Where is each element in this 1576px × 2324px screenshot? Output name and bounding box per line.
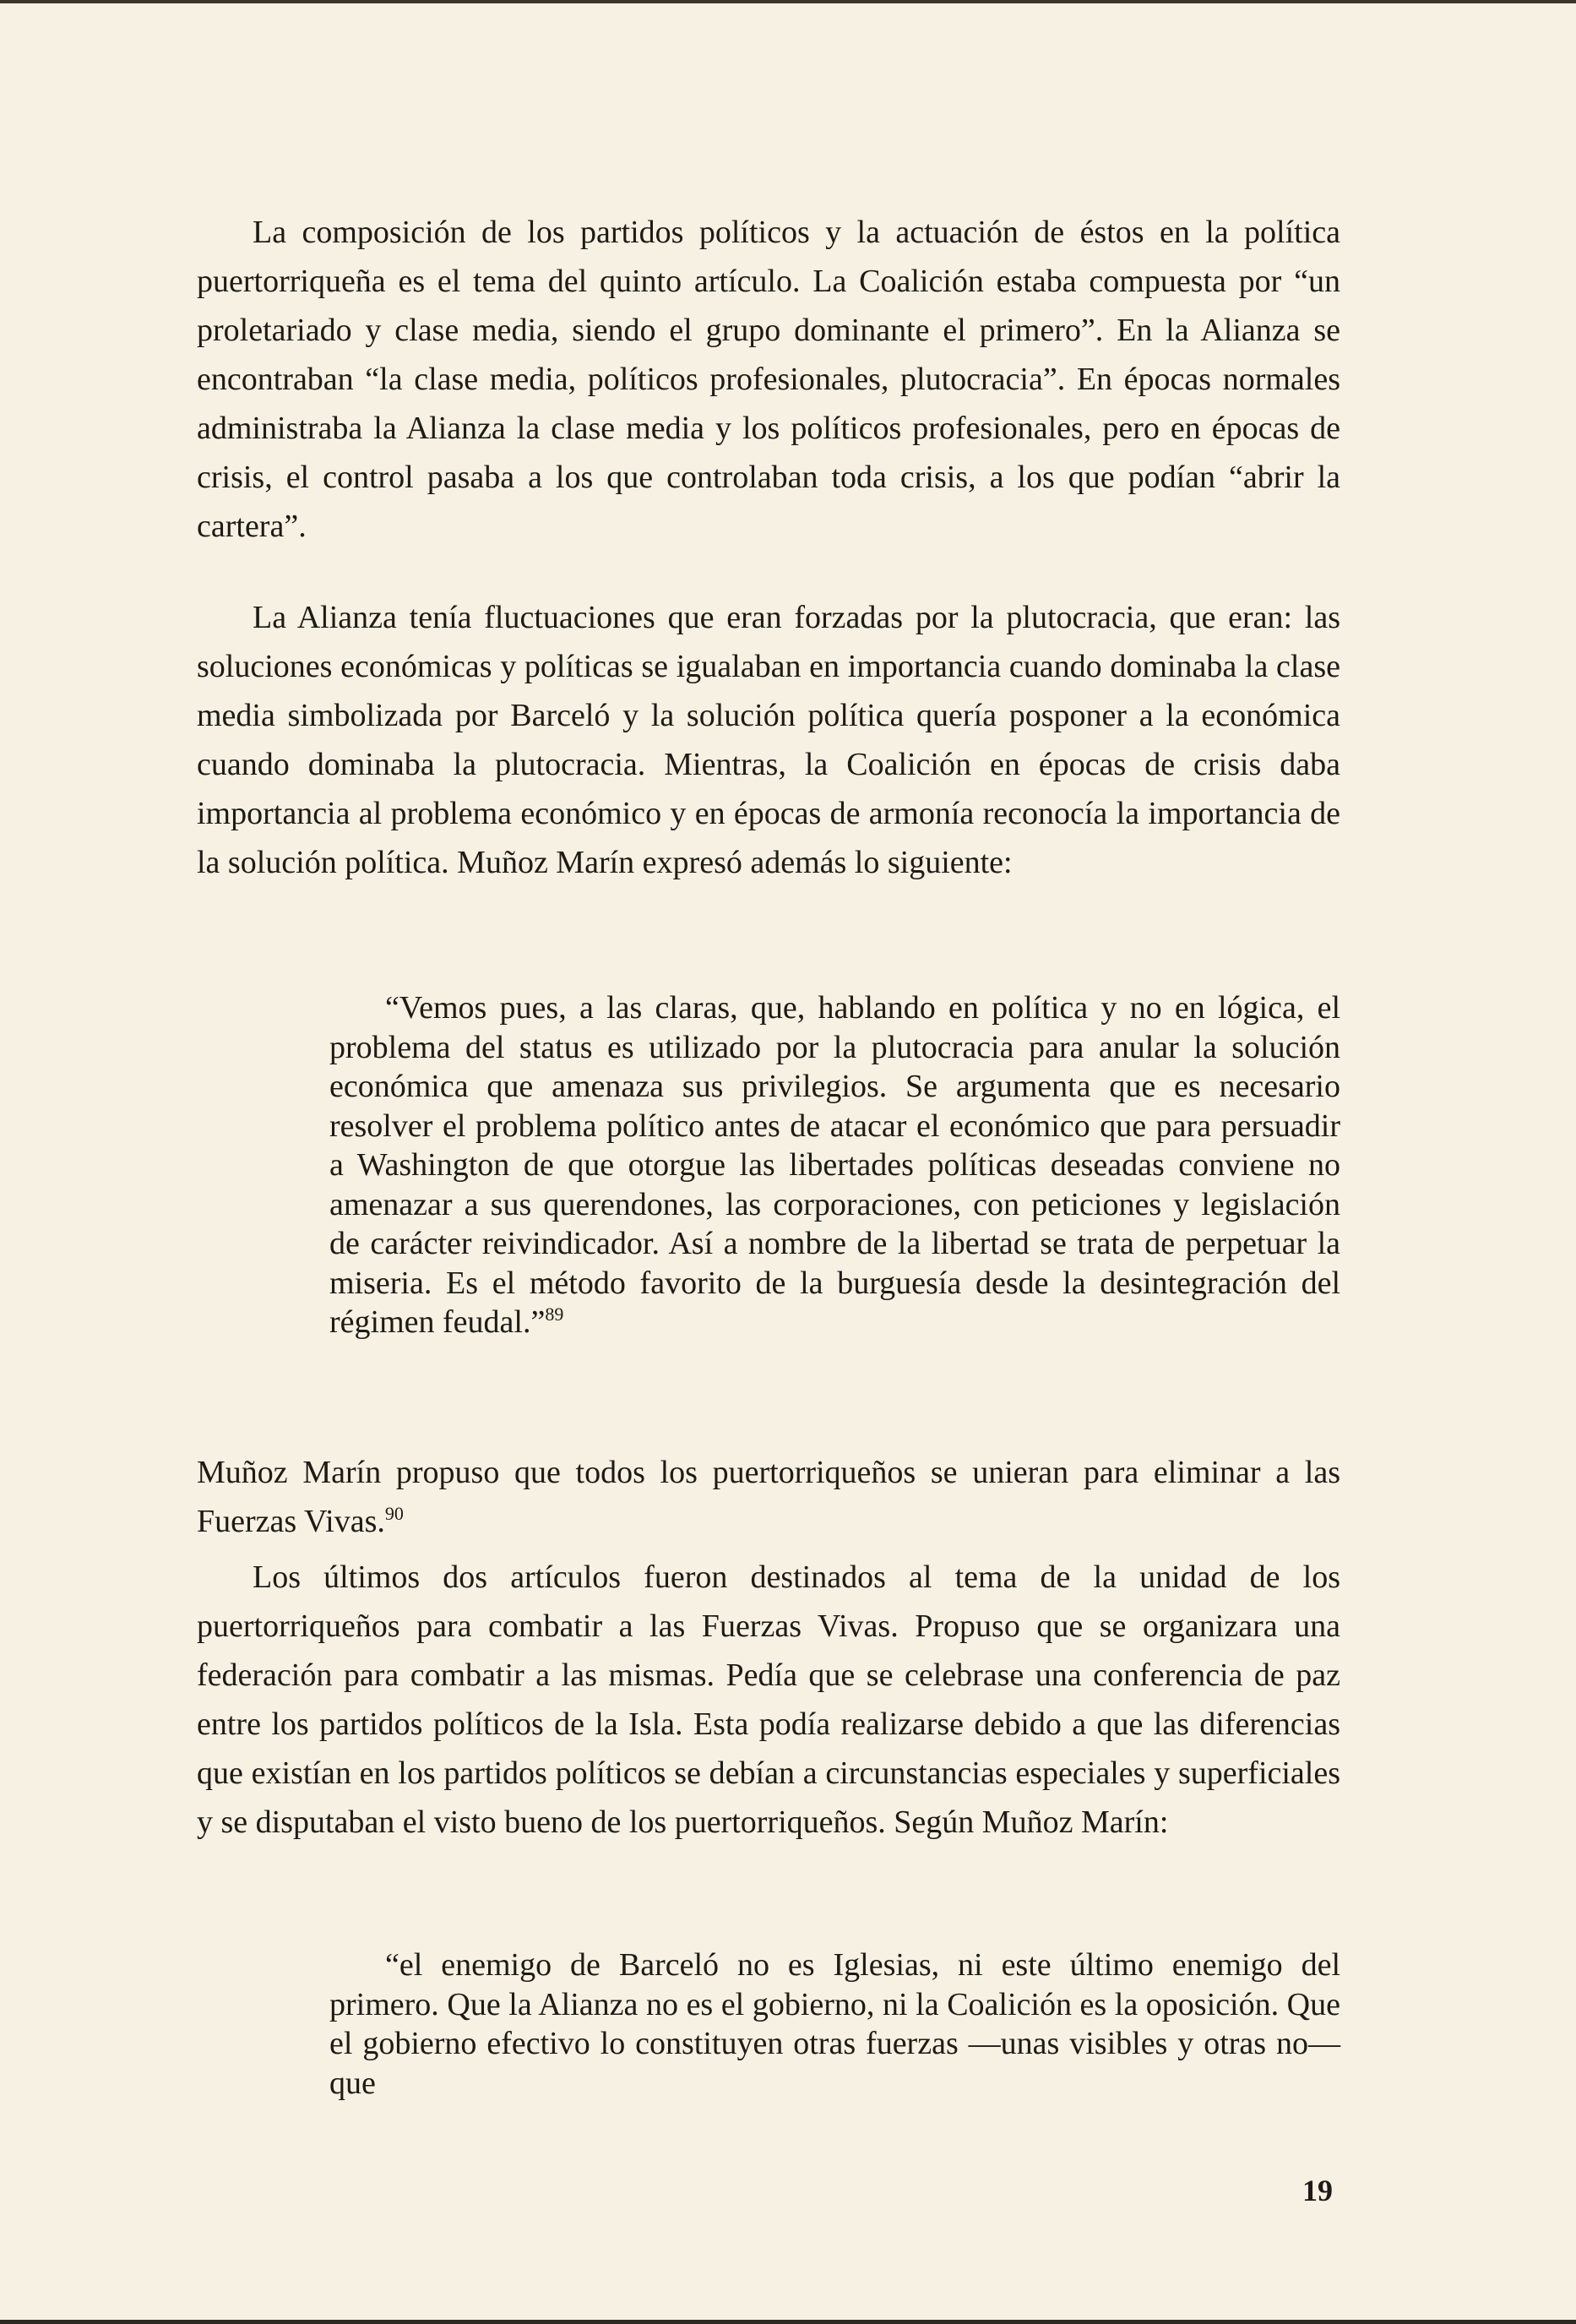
paragraph-alianza-fluctuations: La Alianza tenía fluctuaciones que eran forzadas por la plutocracia, que eran: las soluciones económicas y políticas se igualaban en importancia cuando dominaba la clase media simbolizada por Barceló y la solución política quería posponer a la económica cuando dominaba la plutocracia. Mientras, la Coalición en épocas de crisis daba importancia al problema económico y en épocas de armonía reconocía la importancia de la solución política. Muñoz Marín expresó además lo siguiente:: [197, 600, 1340, 880]
paragraph-unity-proposal: [197, 1448, 1340, 1546]
quote-text: “Vemos pues, a las claras, que, hablando en política y no en lógica, el problema del status es utilizado por la plutocracia para anular la solución económica que amenaza sus privilegios. Se argumenta que es necesario resolver el problema político antes de atacar el económico que para persuadir a Washington de que otorgue las libertades políticas deseadas conviene no amenazar a sus querendones, las corporaciones, con peticiones y legislación de carácter reivindicador. Así a nombre de la libertad se trata de perpetuar la miseria. Es el método favorito de la burguesía desde la desintegración del régimen feudal.”: [329, 990, 1340, 1340]
page-number: 19: [1302, 2174, 1333, 2207]
bottom-edge: [0, 2320, 1576, 2324]
blockquote-barcelo-iglesias: “el enemigo de Barceló no es Iglesias, ni este último enemigo del primero. Que la Alianza no es el gobierno, ni la Coalición es la oposición. Que el gobierno efectivo lo constituyen otras fuerzas —unas visibles y otras no— que: [329, 1947, 1340, 2101]
paragraph-text: Muñoz Marín propuso que todos los puertorriqueños se unieran para eliminar a las Fuerzas Vivas.: [197, 1455, 1340, 1539]
footnote-ref-89: 89: [545, 1304, 564, 1325]
blockquote-status-problem: [329, 988, 1340, 1342]
footnote-ref-90: 90: [384, 1503, 404, 1524]
top-edge: [0, 0, 1576, 3]
paragraph-last-articles: Los últimos dos artículos fueron destinados al tema de la unidad de los puertorriqueños para combatir a las Fuerzas Vivas. Propuso que se organizara una federación para combatir a las mismas. Pedía que se celebrase una conferencia de paz entre los partidos políticos de la Isla. Esta podía realizarse debido a que las diferencias que existían en los partidos políticos se debían a circunstancias especiales y superficiales y se disputaban el visto bueno de los puertorriqueños. Según Muñoz Marín:: [197, 1559, 1340, 1840]
paragraph-party-composition: La composición de los partidos políticos y la actuación de éstos en la política puertorriqueña es el tema del quinto artículo. La Coalición estaba compuesta por “un proletariado y clase media, siendo el grupo dominante el primero”. En la Alianza se encontraban “la clase media, políticos profesionales, plutocracia”. En épocas normales administraba la Alianza la clase media y los políticos profesionales, pero en épocas de crisis, el control pasaba a los que controlaban toda crisis, a los que podían “abrir la cartera”.: [197, 215, 1340, 544]
